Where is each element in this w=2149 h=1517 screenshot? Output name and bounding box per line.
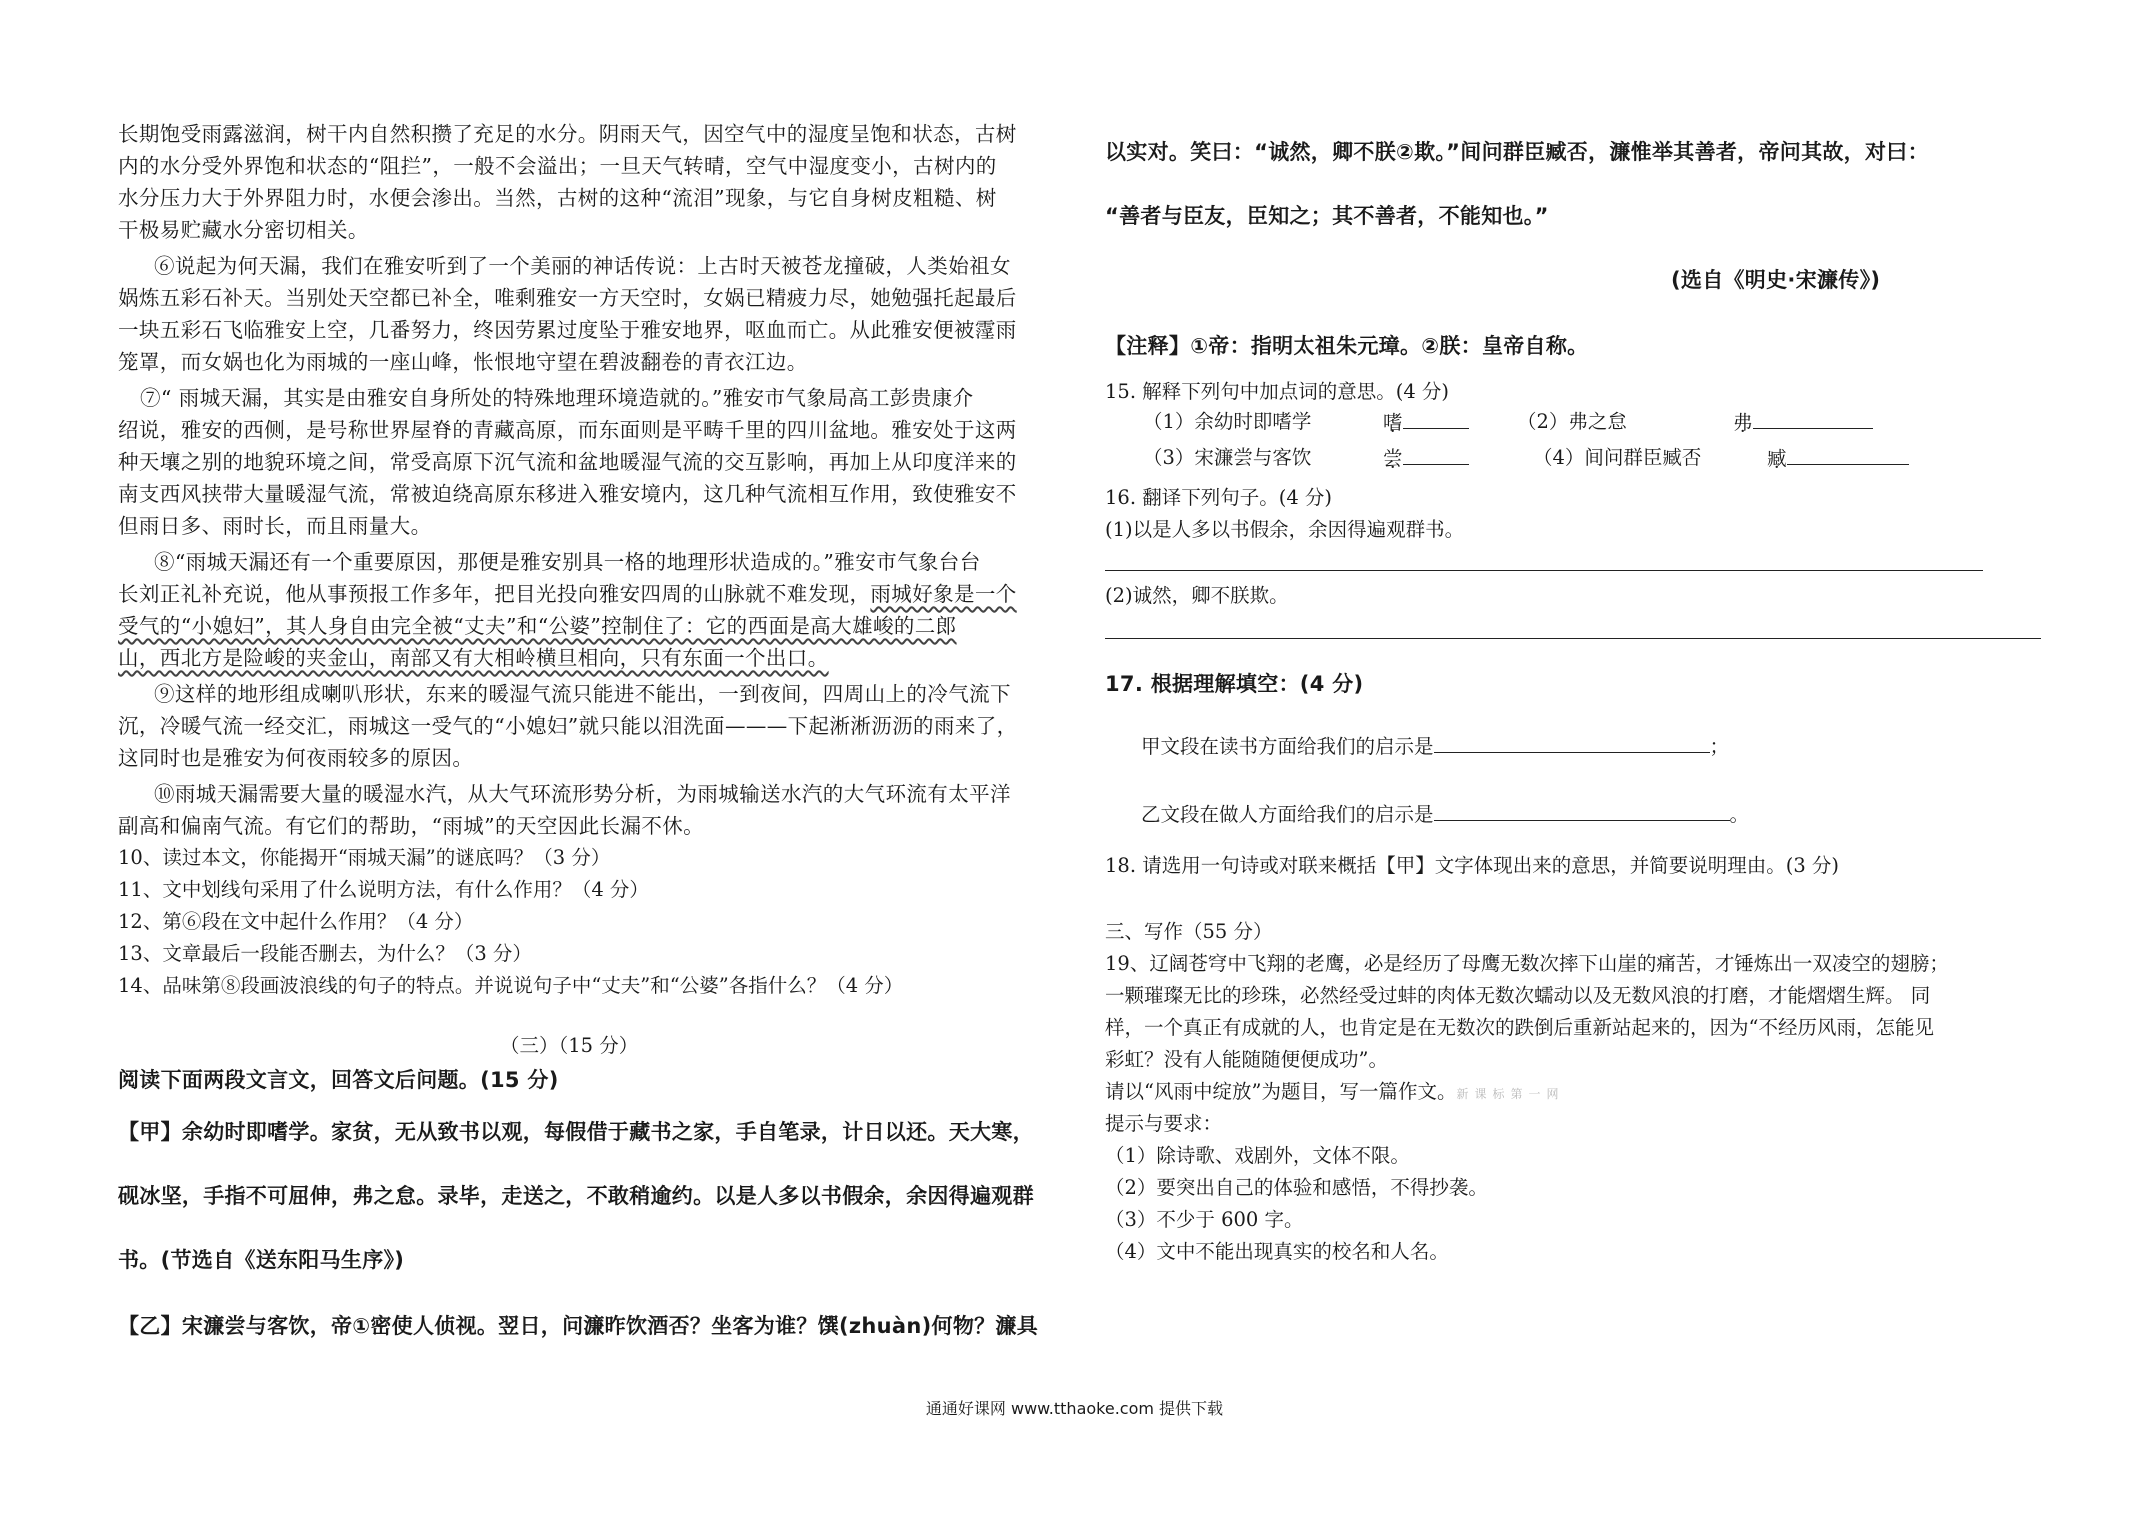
wavy-underlined-sentence: 山，西北方是险峻的夹金山，南部又有大相岭横旦相向，只有东面一个出口。 bbox=[118, 646, 829, 670]
passage-yi-line: 以实对。笑曰：“诚然，卿不朕②欺。”间问群臣臧否，濂惟举其善者，帝问其故，对曰： bbox=[1105, 140, 1929, 164]
paragraph-7-line: 绍说，雅安的西侧，是号称世界屋脊的青藏高原，而东面则是平畴千里的四川盆地。雅安处于这两 bbox=[118, 418, 1017, 442]
answer-blank[interactable] bbox=[1434, 730, 1710, 753]
question-14: 14、品味第⑧段画波浪线的句子的特点。并说说句子中“丈夫”和“公婆”各指什么？（4 分） bbox=[118, 974, 904, 997]
question-15-item-4 bbox=[1533, 442, 1701, 474]
text-line: 干极易贮藏水分密切相关。 bbox=[118, 218, 369, 242]
requirement-item: （2）要突出自己的体验和感悟，不得抄袭。 bbox=[1105, 1176, 1488, 1199]
paragraph-6-line: ⑥说起为何天漏，我们在雅安听到了一个美丽的神话传说：上古时天被苍龙撞破，人类始祖女 bbox=[154, 254, 1011, 278]
paragraph-7-line: 南支西风挟带大量暖湿气流，常被迫绕高原东移进入雅安境内，这几种气流相互作用，致使雅安不 bbox=[118, 482, 1017, 506]
question-16-title: 16. 翻译下列句子。(4 分) bbox=[1105, 486, 1333, 509]
dotted-word: 弗 bbox=[1733, 411, 1753, 434]
paragraph-10-line: 副高和偏南气流。有它们的帮助，“雨城”的天空因此长漏不休。 bbox=[118, 814, 705, 838]
question-15-answer-2 bbox=[1733, 406, 1873, 439]
question-15-answer-1 bbox=[1383, 406, 1469, 439]
question-10: 10、读过本文，你能揭开“雨城天漏”的谜底吗？（3 分） bbox=[118, 846, 611, 869]
answer-blank[interactable] bbox=[1787, 442, 1909, 465]
item-number: （2） bbox=[1517, 410, 1569, 433]
passage-yi-source: (选自《明史·宋濂传》) bbox=[1671, 268, 1881, 292]
item-sentence: 间问群臣臧否 bbox=[1584, 446, 1702, 469]
item-number: （4） bbox=[1533, 446, 1585, 469]
paragraph-6-line: 笼罩，而女娲也化为雨城的一座山峰，怅恨地守望在碧波翻卷的青衣江边。 bbox=[118, 350, 808, 374]
item-number: （3） bbox=[1143, 446, 1195, 469]
punctuation: 。 bbox=[1729, 803, 1750, 826]
question-11: 11、文中划线句采用了什么说明方法，有什么作用？（4 分） bbox=[118, 878, 649, 901]
answer-blank[interactable] bbox=[1403, 406, 1469, 429]
requirement-item: （3）不少于 600 字。 bbox=[1105, 1208, 1304, 1231]
prompt-text: 请以“风雨中绽放”为题目，写一篇作文。 bbox=[1105, 1080, 1457, 1103]
question-16-sentence-2: (2)诚然，卿不朕欺。 bbox=[1105, 584, 1289, 607]
paragraph-8-line bbox=[118, 578, 1017, 610]
item-sentence: 宋濂尝与客饮 bbox=[1194, 446, 1312, 469]
paragraph-8-text: 长刘正礼补充说，他从事预报工作多年，把目光投向雅安四周的山脉就不难发现， bbox=[118, 582, 871, 606]
answer-line[interactable] bbox=[1105, 638, 2041, 639]
paragraph-8-line: ⑧“雨城天漏还有一个重要原因，那便是雅安别具一格的地理形状造成的。”雅安市气象台台 bbox=[154, 550, 981, 574]
wavy-underlined-sentence: 受气的“小媳妇”，其人身自由完全被“丈夫”和“公婆”控制住了：它的西面是高大雄峻的二郎 bbox=[118, 614, 957, 638]
dotted-word: 臧 bbox=[1767, 447, 1787, 470]
paragraph-9-line: ⑨这样的地形组成喇叭形状，东来的暖湿气流只能进不能出，一到夜间，四周山上的冷气流下 bbox=[154, 682, 1011, 706]
requirement-item: （4）文中不能出现真实的校名和人名。 bbox=[1105, 1240, 1449, 1263]
question-15-answer-3 bbox=[1383, 442, 1469, 475]
question-15-title: 15. 解释下列句中加点词的意思。(4 分) bbox=[1105, 380, 1450, 403]
punctuation: ； bbox=[1709, 735, 1730, 758]
writing-section-title: 三、写作（55 分） bbox=[1105, 920, 1273, 943]
writing-prompt bbox=[1105, 1076, 1564, 1110]
question-18: 18. 请选用一句诗或对联来概括【甲】文字体现出来的意思，并简要说明理由。(3 分) bbox=[1105, 854, 1840, 877]
prompt-text: 乙文段在做人方面给我们的启示是 bbox=[1141, 803, 1434, 826]
text-line: 长期饱受雨露滋润，树干内自然积攒了充足的水分。阴雨天气，因空气中的湿度呈饱和状态，古树 bbox=[118, 122, 1017, 146]
paragraph-7-line: 但雨日多、雨时长，而且雨量大。 bbox=[118, 514, 432, 538]
question-13: 13、文章最后一段能否删去，为什么？（3 分） bbox=[118, 942, 532, 965]
question-19-line: 彩虹？没有人能随随便便成功”。 bbox=[1105, 1048, 1388, 1071]
paragraph-6-line: 娲炼五彩石补天。当别处天空都已补全，唯剩雅安一方天空时，女娲已精疲力尽，她勉强托起最后 bbox=[118, 286, 1017, 310]
question-17-b bbox=[1141, 798, 1749, 831]
question-16-sentence-1: (1)以是人多以书假余，余因得遍观群书。 bbox=[1105, 518, 1465, 541]
item-sentence: 余幼时即嗜学 bbox=[1194, 410, 1312, 433]
requirement-item: （1）除诗歌、戏剧外，文体不限。 bbox=[1105, 1144, 1410, 1167]
question-17-title: 17. 根据理解填空：(4 分) bbox=[1105, 672, 1364, 696]
page-footer: 通通好课网 www.tthaoke.com 提供下载 bbox=[925, 1399, 1224, 1418]
annotation-notes: 【注释】①帝：指明太祖朱元璋。②朕：皇帝自称。 bbox=[1105, 334, 1589, 358]
wavy-underlined-sentence: 雨城好象是一个 bbox=[870, 582, 1017, 606]
question-15-item-1 bbox=[1143, 406, 1311, 438]
question-17-a bbox=[1141, 730, 1729, 763]
paragraph-7-line: 种天壤之别的地貌环境之间，常受高原下沉气流和盆地暖湿气流的交互影响，再加上从印度洋来的 bbox=[118, 450, 1017, 474]
answer-blank[interactable] bbox=[1434, 798, 1730, 821]
question-15-answer-4 bbox=[1767, 442, 1909, 475]
answer-line[interactable] bbox=[1105, 570, 1983, 571]
question-15-item-3 bbox=[1143, 442, 1311, 474]
passage-jia-line: 书。(节选自《送东阳马生序》) bbox=[118, 1248, 405, 1272]
question-19-line: 样，一个真正有成就的人，也肯定是在无数次的跌倒后重新站起来的，因为“不经历风雨，怎能见 bbox=[1105, 1016, 1934, 1039]
passage-yi-line: 【乙】宋濂尝与客饮，帝①密使人侦视。翌日，问濂昨饮酒否？坐客为谁？馔(zhuàn)何物？濂具 bbox=[118, 1314, 1039, 1338]
item-sentence: 弗之怠 bbox=[1568, 410, 1627, 433]
answer-blank[interactable] bbox=[1403, 442, 1469, 465]
passage-jia-line: 【甲】余幼时即嗜学。家贫，无从致书以观，每假借于藏书之家，手自笔录，计日以还。天大寒， bbox=[118, 1120, 1034, 1144]
watermark: 新课标第一网 bbox=[1456, 1087, 1565, 1101]
dotted-word: 尝 bbox=[1383, 447, 1403, 470]
paragraph-10-line: ⑩雨城天漏需要大量的暖湿水汽，从大气环流形势分析，为雨城输送水汽的大气环流有太平洋 bbox=[154, 782, 1011, 806]
paragraph-9-line: 沉，冷暖气流一经交汇，雨城这一受气的“小媳妇”就只能以泪洗面———下起淅淅沥沥的雨来了， bbox=[118, 714, 1018, 738]
requirements-title: 提示与要求： bbox=[1105, 1112, 1223, 1135]
question-19-line: 一颗璀璨无比的珍珠，必然经受过蚌的肉体无数次蠕动以及无数风浪的打磨，才能熠熠生辉。 同 bbox=[1105, 984, 1931, 1007]
section-3-title: （三）（15 分） bbox=[500, 1034, 639, 1057]
question-19-line: 19、辽阔苍穹中飞翔的老鹰，必是经历了母鹰无数次摔下山崖的痛苦，才锤炼出一双凌空的翅膀； bbox=[1105, 952, 1949, 975]
prompt-text: 甲文段在读书方面给我们的启示是 bbox=[1141, 735, 1434, 758]
paragraph-7-line: ⑦“ 雨城天漏，其实是由雅安自身所处的特殊地理环境造就的。”雅安市气象局高工彭贵康介 bbox=[140, 386, 974, 410]
answer-blank[interactable] bbox=[1753, 406, 1873, 429]
passage-yi-line: “善者与臣友，臣知之；其不善者，不能知也。” bbox=[1105, 204, 1549, 228]
paragraph-9-line: 这同时也是雅安为何夜雨较多的原因。 bbox=[118, 746, 474, 770]
text-line: 水分压力大于外界阻力时，水便会渗出。当然，古树的这种“流泪”现象，与它自身树皮粗糙、树 bbox=[118, 186, 997, 210]
question-15-item-2 bbox=[1517, 406, 1627, 438]
passage-jia-line: 砚冰坚，手指不可屈伸，弗之怠。录毕，走送之，不敢稍逾约。以是人多以书假余，余因得遍观群 bbox=[118, 1184, 1034, 1208]
text-line: 内的水分受外界饱和状态的“阻拦”，一般不会溢出；一旦天气转晴，空气中湿度变小，古树内的 bbox=[118, 154, 997, 178]
dotted-word: 嗜 bbox=[1383, 411, 1403, 434]
item-number: （1） bbox=[1143, 410, 1195, 433]
section-3-instruction: 阅读下面两段文言文，回答文后问题。(15 分) bbox=[118, 1068, 559, 1092]
question-12: 12、第⑥段在文中起什么作用？（4 分） bbox=[118, 910, 474, 933]
paragraph-6-line: 一块五彩石飞临雅安上空，几番努力，终因劳累过度坠于雅安地界，呕血而亡。从此雅安便被霪雨 bbox=[118, 318, 1017, 342]
